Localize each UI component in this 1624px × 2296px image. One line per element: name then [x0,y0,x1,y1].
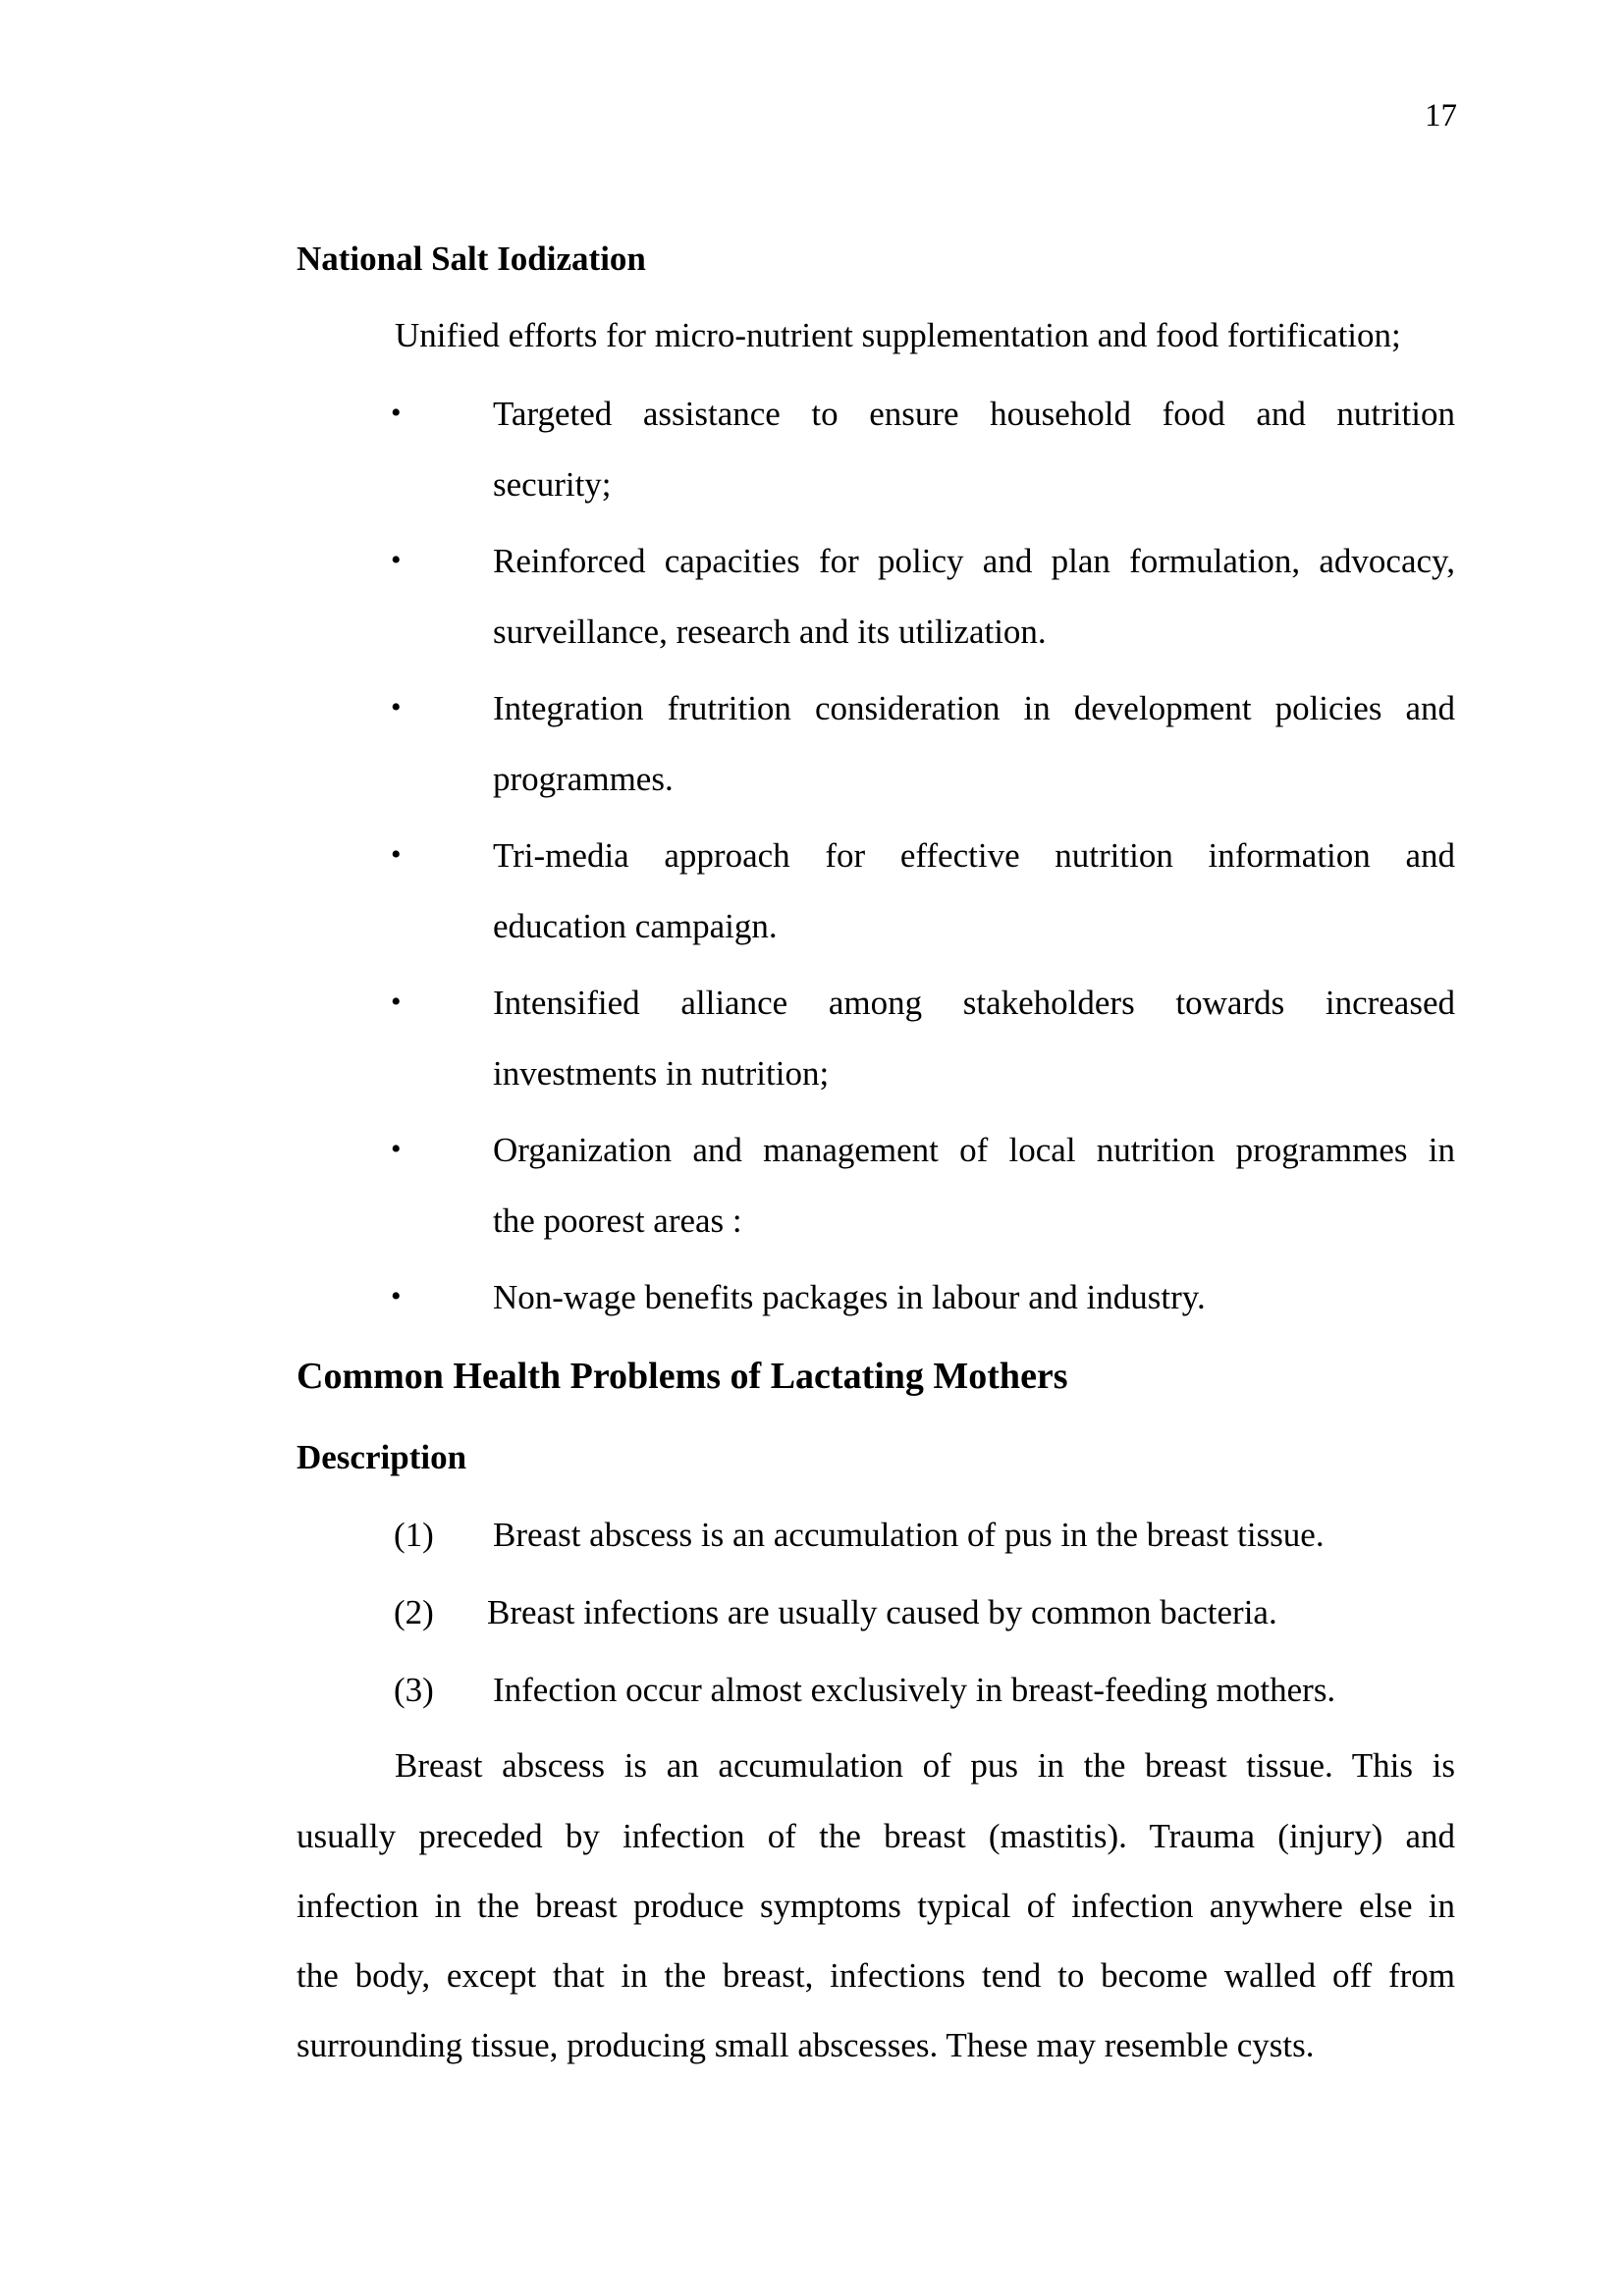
list-number: (2) [394,1593,434,1631]
bullet-text-line: Intensified alliance among stakeholders towards increased [493,984,1455,1022]
bullet-icon: • [391,1280,402,1312]
list-number: (3) [394,1671,434,1709]
bullet-icon: • [391,691,402,723]
bullet-text-line: Tri-media approach for effective nutrition information and [493,836,1455,875]
bullet-text-line: Non-wage benefits packages in labour and industry. [493,1278,1206,1316]
paragraph-line: surrounding tissue, producing small abscesses. These may resemble cysts. [297,2026,1315,2064]
list-item-text: Breast abscess is an accumulation of pus in the breast tissue. [493,1516,1325,1554]
bullet-text-line: surveillance, research and its utilization. [493,613,1047,651]
bullet-text-line: programmes. [493,760,674,798]
bullet-text-line: Integration frutrition consideration in development policies and [493,689,1455,727]
list-number: (1) [394,1516,434,1554]
paragraph-line: infection in the breast produce symptoms typical of infection anywhere else in [297,1887,1455,1925]
bullet-text-line: the poorest areas : [493,1201,742,1240]
paragraph-line: the body, except that in the breast, infections tend to become walled off from [297,1956,1455,1995]
section-heading-salt-iodization: National Salt Iodization [297,240,646,278]
list-item-text: Breast infections are usually caused by common bacteria. [487,1593,1277,1631]
bullet-icon: • [391,544,402,576]
intro-line: Unified efforts for micro-nutrient supplementation and food fortification; [395,316,1401,354]
subheading-description: Description [297,1438,467,1476]
bullet-text-line: security; [493,465,612,504]
bullet-icon: • [391,1133,402,1165]
bullet-icon: • [391,397,402,429]
list-item-text: Infection occur almost exclusively in breast-feeding mothers. [493,1671,1336,1709]
bullet-text-line: Organization and management of local nutrition programmes in [493,1131,1455,1169]
bullet-icon: • [391,838,402,871]
page-number: 17 [1425,98,1457,133]
section-heading-lactating-mothers: Common Health Problems of Lactating Mothers [297,1356,1068,1397]
paragraph-line: usually preceded by infection of the breast (mastitis). Trauma (injury) and [297,1817,1455,1855]
bullet-text-line: investments in nutrition; [493,1054,830,1093]
bullet-icon: • [391,986,402,1018]
bullet-text-line: education campaign. [493,907,778,945]
bullet-text-line: Reinforced capacities for policy and plan formulation, advocacy, [493,542,1455,580]
bullet-text-line: Targeted assistance to ensure household food and nutrition [493,395,1455,433]
paragraph-line: Breast abscess is an accumulation of pus in the breast tissue. This is [395,1746,1455,1785]
